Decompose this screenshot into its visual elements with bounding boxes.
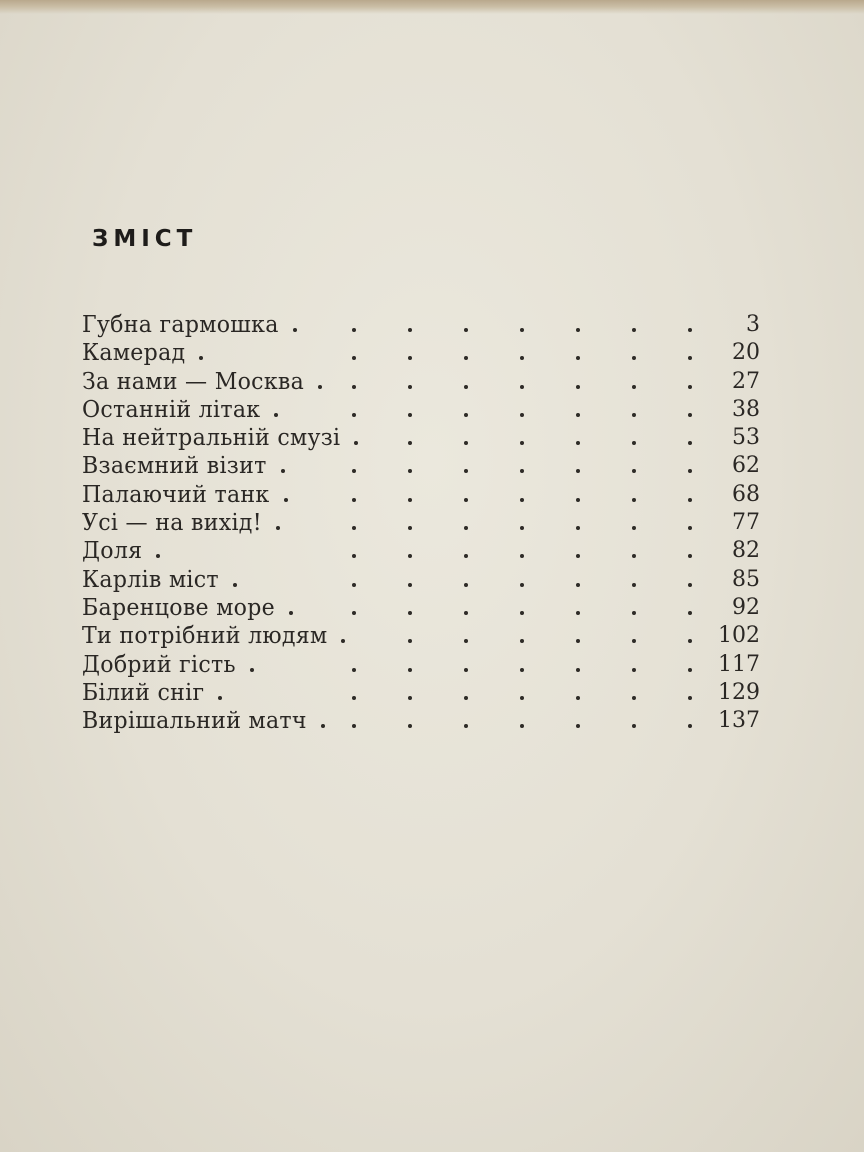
toc-entry bbox=[82, 651, 782, 679]
leader-dot bbox=[632, 724, 636, 728]
leader-dot bbox=[632, 668, 636, 672]
toc-entry-title: Баренцове море bbox=[82, 594, 276, 621]
toc-entry-title: Карлів міст bbox=[82, 566, 219, 593]
leader-dot bbox=[520, 668, 524, 672]
leader-dot bbox=[632, 583, 636, 587]
leader-dot bbox=[352, 526, 356, 530]
leader-dot bbox=[464, 498, 468, 502]
leader-dot bbox=[632, 696, 636, 700]
leader-dot bbox=[276, 526, 280, 530]
toc-entry-page-number: 68 bbox=[732, 481, 760, 507]
leader-dot bbox=[520, 611, 524, 615]
leader-dot bbox=[632, 356, 636, 360]
toc-entry-page-number: 27 bbox=[732, 368, 760, 394]
leader-dot bbox=[250, 668, 254, 672]
toc-entry bbox=[82, 707, 782, 735]
leader-dot bbox=[688, 583, 692, 587]
leader-dot bbox=[464, 356, 468, 360]
leader-dot bbox=[688, 611, 692, 615]
leader-dot bbox=[688, 385, 692, 389]
leader-dot bbox=[688, 328, 692, 332]
leader-dot bbox=[284, 498, 288, 502]
leader-dot bbox=[688, 469, 692, 473]
toc-entry bbox=[82, 679, 782, 707]
leader-dot bbox=[688, 498, 692, 502]
leader-dot bbox=[520, 413, 524, 417]
toc-entry-title: Білий сніг bbox=[82, 679, 205, 706]
toc-entry-title: Взаємний візит bbox=[82, 453, 267, 480]
toc-entry-title: Палаючий танк bbox=[82, 481, 270, 508]
leader-dot bbox=[632, 413, 636, 417]
toc-entry-page-number: 3 bbox=[746, 312, 760, 337]
leader-dot bbox=[632, 526, 636, 530]
leader-dot bbox=[354, 441, 358, 445]
leader-dot bbox=[352, 554, 356, 558]
toc-entry bbox=[82, 594, 782, 622]
leader-dot bbox=[352, 328, 356, 332]
toc-entry-page-number: 53 bbox=[732, 425, 760, 451]
leader-dot bbox=[464, 469, 468, 473]
toc-entry bbox=[82, 481, 782, 509]
leader-dot bbox=[520, 639, 524, 643]
toc-entry-title: Вирішальний матч bbox=[82, 708, 307, 735]
toc-entry-title: Губна гармошка bbox=[82, 312, 279, 338]
leader-dot bbox=[408, 526, 412, 530]
leader-dot bbox=[464, 583, 468, 587]
leader-dot bbox=[520, 328, 524, 332]
leader-dot bbox=[632, 385, 636, 389]
leader-dot bbox=[688, 441, 692, 445]
toc-entry-page-number: 82 bbox=[732, 538, 760, 564]
leader-dot bbox=[352, 611, 356, 615]
leader-dot bbox=[520, 356, 524, 360]
leader-dot bbox=[464, 328, 468, 332]
leader-dot bbox=[408, 554, 412, 558]
toc-entry-page-number: 137 bbox=[718, 708, 760, 734]
leader-dot bbox=[408, 441, 412, 445]
toc-entry-page-number: 62 bbox=[732, 453, 760, 479]
leader-dot bbox=[576, 441, 580, 445]
leader-dot bbox=[520, 724, 524, 728]
toc-entry-title: Усі — на вихід! bbox=[82, 510, 262, 537]
leader-dot bbox=[688, 356, 692, 360]
leader-dot bbox=[632, 611, 636, 615]
leader-dot bbox=[520, 498, 524, 502]
leader-dot bbox=[352, 724, 356, 728]
leader-dot bbox=[464, 441, 468, 445]
leader-dot bbox=[688, 526, 692, 530]
leader-dot bbox=[576, 724, 580, 728]
leader-dot bbox=[352, 668, 356, 672]
toc-entry bbox=[82, 509, 782, 537]
leader-dot bbox=[408, 583, 412, 587]
leader-dot bbox=[464, 413, 468, 417]
leader-dot bbox=[408, 328, 412, 332]
page-top-edge bbox=[0, 0, 864, 14]
leader-dot bbox=[632, 639, 636, 643]
leader-dot bbox=[408, 356, 412, 360]
toc-entry bbox=[82, 311, 782, 339]
leader-dot bbox=[293, 328, 297, 332]
toc-entry bbox=[82, 622, 782, 650]
leader-dot bbox=[341, 639, 345, 643]
leader-dot bbox=[233, 583, 237, 587]
leader-dot bbox=[352, 583, 356, 587]
leader-dot bbox=[632, 498, 636, 502]
toc-entry-page-number: 85 bbox=[732, 566, 760, 592]
leader-dot bbox=[632, 554, 636, 558]
leader-dot bbox=[199, 356, 203, 360]
leader-dot bbox=[520, 385, 524, 389]
leader-dot bbox=[632, 469, 636, 473]
toc-entry bbox=[82, 537, 782, 565]
leader-dot bbox=[520, 469, 524, 473]
leader-dot bbox=[408, 611, 412, 615]
toc-entry-title: За нами — Москва bbox=[82, 368, 305, 395]
leader-dot bbox=[520, 526, 524, 530]
toc-entry-page-number: 117 bbox=[718, 651, 760, 677]
leader-dot bbox=[576, 696, 580, 700]
leader-dot bbox=[576, 328, 580, 332]
leader-dot bbox=[632, 441, 636, 445]
leader-dot bbox=[520, 441, 524, 445]
toc-entry-title: Ти потрібний людям bbox=[82, 623, 328, 650]
toc-entry-page-number: 20 bbox=[732, 340, 760, 366]
leader-dot bbox=[576, 469, 580, 473]
leader-dot bbox=[520, 554, 524, 558]
leader-dot bbox=[576, 385, 580, 389]
toc-entry bbox=[82, 396, 782, 424]
leader-dot bbox=[576, 554, 580, 558]
leader-dot bbox=[464, 668, 468, 672]
contents-heading: ЗМІСТ bbox=[92, 226, 198, 252]
leader-dot bbox=[218, 696, 222, 700]
toc-entry-page-number: 129 bbox=[718, 679, 760, 705]
leader-dot bbox=[688, 639, 692, 643]
toc-entry-page-number: 38 bbox=[732, 396, 760, 422]
leader-dot bbox=[352, 696, 356, 700]
leader-dot bbox=[520, 696, 524, 700]
leader-dot bbox=[281, 469, 285, 473]
leader-dot bbox=[576, 413, 580, 417]
toc-entry bbox=[82, 452, 782, 480]
toc-entry-title: Останній літак bbox=[82, 396, 261, 423]
leader-dot bbox=[688, 554, 692, 558]
leader-dot bbox=[156, 554, 160, 558]
leader-dot bbox=[408, 668, 412, 672]
leader-dot bbox=[576, 668, 580, 672]
toc-entry-title: На нейтральній смузі bbox=[82, 425, 341, 452]
leader-dot bbox=[352, 498, 356, 502]
toc-entry bbox=[82, 339, 782, 367]
leader-dot bbox=[408, 498, 412, 502]
toc-entry bbox=[82, 566, 782, 594]
leader-dot bbox=[464, 385, 468, 389]
leader-dot bbox=[408, 469, 412, 473]
table-of-contents bbox=[82, 311, 782, 735]
leader-dot bbox=[576, 526, 580, 530]
toc-entry bbox=[82, 424, 782, 452]
leader-dot bbox=[688, 696, 692, 700]
leader-dot bbox=[318, 385, 322, 389]
leader-dot bbox=[352, 469, 356, 473]
leader-dot bbox=[408, 696, 412, 700]
leader-dot bbox=[352, 385, 356, 389]
leader-dot bbox=[274, 413, 278, 417]
leader-dot bbox=[289, 611, 293, 615]
leader-dot bbox=[408, 385, 412, 389]
leader-dot bbox=[464, 611, 468, 615]
toc-entry-title: Добрий гість bbox=[82, 651, 236, 678]
leader-dot bbox=[576, 639, 580, 643]
leader-dot bbox=[576, 498, 580, 502]
leader-dot bbox=[688, 413, 692, 417]
leader-dot bbox=[688, 724, 692, 728]
leader-dot bbox=[321, 724, 325, 728]
toc-entry-title: Доля bbox=[82, 538, 143, 565]
leader-dot bbox=[464, 696, 468, 700]
leader-dot bbox=[520, 583, 524, 587]
leader-dot bbox=[408, 724, 412, 728]
leader-dot bbox=[352, 356, 356, 360]
leader-dot bbox=[632, 328, 636, 332]
leader-dot bbox=[352, 413, 356, 417]
leader-dot bbox=[464, 724, 468, 728]
leader-dot bbox=[464, 526, 468, 530]
leader-dot bbox=[464, 639, 468, 643]
leader-dot bbox=[464, 554, 468, 558]
leader-dot bbox=[576, 356, 580, 360]
toc-entry-page-number: 102 bbox=[718, 623, 760, 649]
leader-dot bbox=[688, 668, 692, 672]
leader-dot bbox=[408, 639, 412, 643]
toc-entry-page-number: 77 bbox=[732, 510, 760, 536]
toc-entry bbox=[82, 368, 782, 396]
toc-entry-page-number: 92 bbox=[732, 594, 760, 620]
leader-dot bbox=[576, 583, 580, 587]
toc-entry-title: Камерад bbox=[82, 340, 186, 367]
leader-dot bbox=[408, 413, 412, 417]
leader-dot bbox=[576, 611, 580, 615]
